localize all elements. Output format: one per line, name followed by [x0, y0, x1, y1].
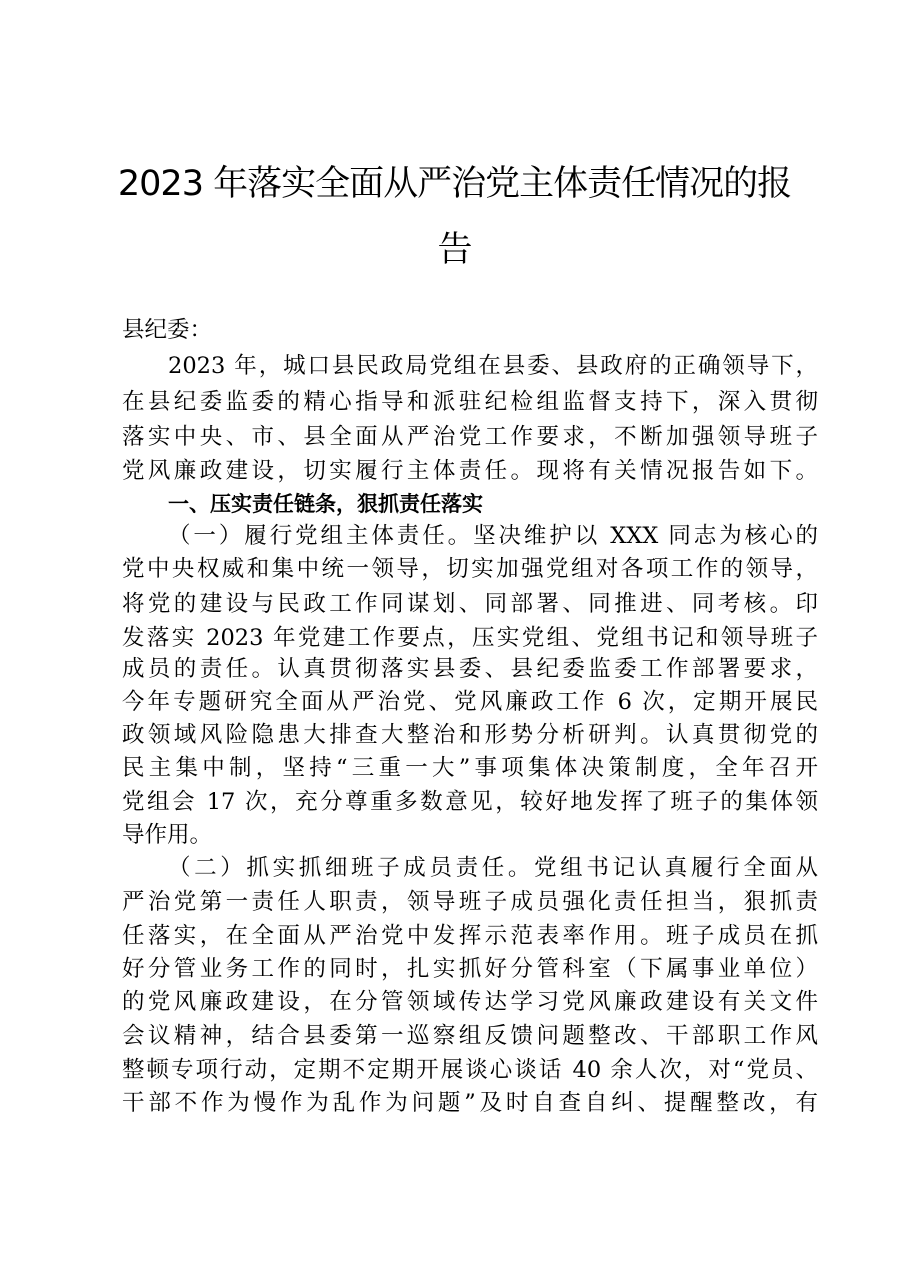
paragraph-line: 成员的责任。认真贯彻落实县委、县纪委监委工作部署要求，	[122, 656, 818, 682]
paragraph-line: 将党的建设与民政工作同谋划、同部署、同推进、同考核。印	[122, 591, 818, 617]
paragraph-line: 任落实，在全面从严治党中发挥示范表率作用。班子成员在抓	[122, 923, 818, 949]
paragraph-line: 今年专题研究全面从严治党、党风廉政工作 6 次，定期开展民	[122, 689, 818, 715]
paragraph-line: 会议精神，结合县委第一巡察组反馈问题整改、干部职工作风	[122, 1023, 818, 1049]
paragraph-line: 的党风廉政建设，在分管领域传达学习党风廉政建设有关文件	[122, 989, 818, 1015]
document-title-line-2: 告	[437, 230, 472, 270]
paragraph-line: 导作用。	[122, 822, 213, 848]
recipient: 县纪委：	[122, 317, 213, 343]
paragraph-line: 党中央权威和集中统一领导，切实加强党组对各项工作的领导，	[122, 556, 818, 582]
paragraph-line: 严治党第一责任人职责，领导班子成员强化责任担当，狠抓责	[122, 889, 818, 915]
paragraph-line: 发落实 2023 年党建工作要点，压实党组、党组书记和领导班子	[122, 625, 818, 651]
paragraph-line: （一）履行党组主体责任。坚决维护以 XXX 同志为核心的	[168, 523, 818, 549]
paragraph-line: 2023 年，城口县民政局党组在县委、县政府的正确领导下，	[168, 353, 818, 379]
paragraph-line: 在县纪委监委的精心指导和派驻纪检组监督支持下，深入贯彻	[122, 389, 818, 415]
paragraph-line: 好分管业务工作的同时，扎实抓好分管科室（下属事业单位）	[122, 956, 818, 982]
paragraph-line: 干部不作为慢作为乱作为问题”及时自查自纠、提醒整改，有	[122, 1090, 818, 1116]
document-title-line-1: 2023 年落实全面从严治党主体责任情况的报	[117, 164, 792, 204]
paragraph-line: 落实中央、市、县全面从严治党工作要求，不断加强领导班子	[122, 424, 818, 450]
paragraph-line: 政领域风险隐患大排查大整治和形势分析研判。认真贯彻党的	[122, 722, 818, 748]
paragraph-line: 整顿专项行动，定期不定期开展谈心谈话 40 余人次，对“党员、	[122, 1057, 818, 1083]
paragraph-line: 党风廉政建设，切实履行主体责任。现将有关情况报告如下。	[122, 458, 818, 484]
paragraph-line: （二）抓实抓细班子成员责任。党组书记认真履行全面从	[168, 855, 818, 881]
paragraph-line: 党组会 17 次，充分尊重多数意见，较好地发挥了班子的集体领	[122, 789, 818, 815]
section-heading: 一、压实责任链条，狠抓责任落实	[168, 492, 483, 516]
paragraph-line: 民主集中制，坚持“三重一大”事项集体决策制度，全年召开	[122, 755, 818, 781]
